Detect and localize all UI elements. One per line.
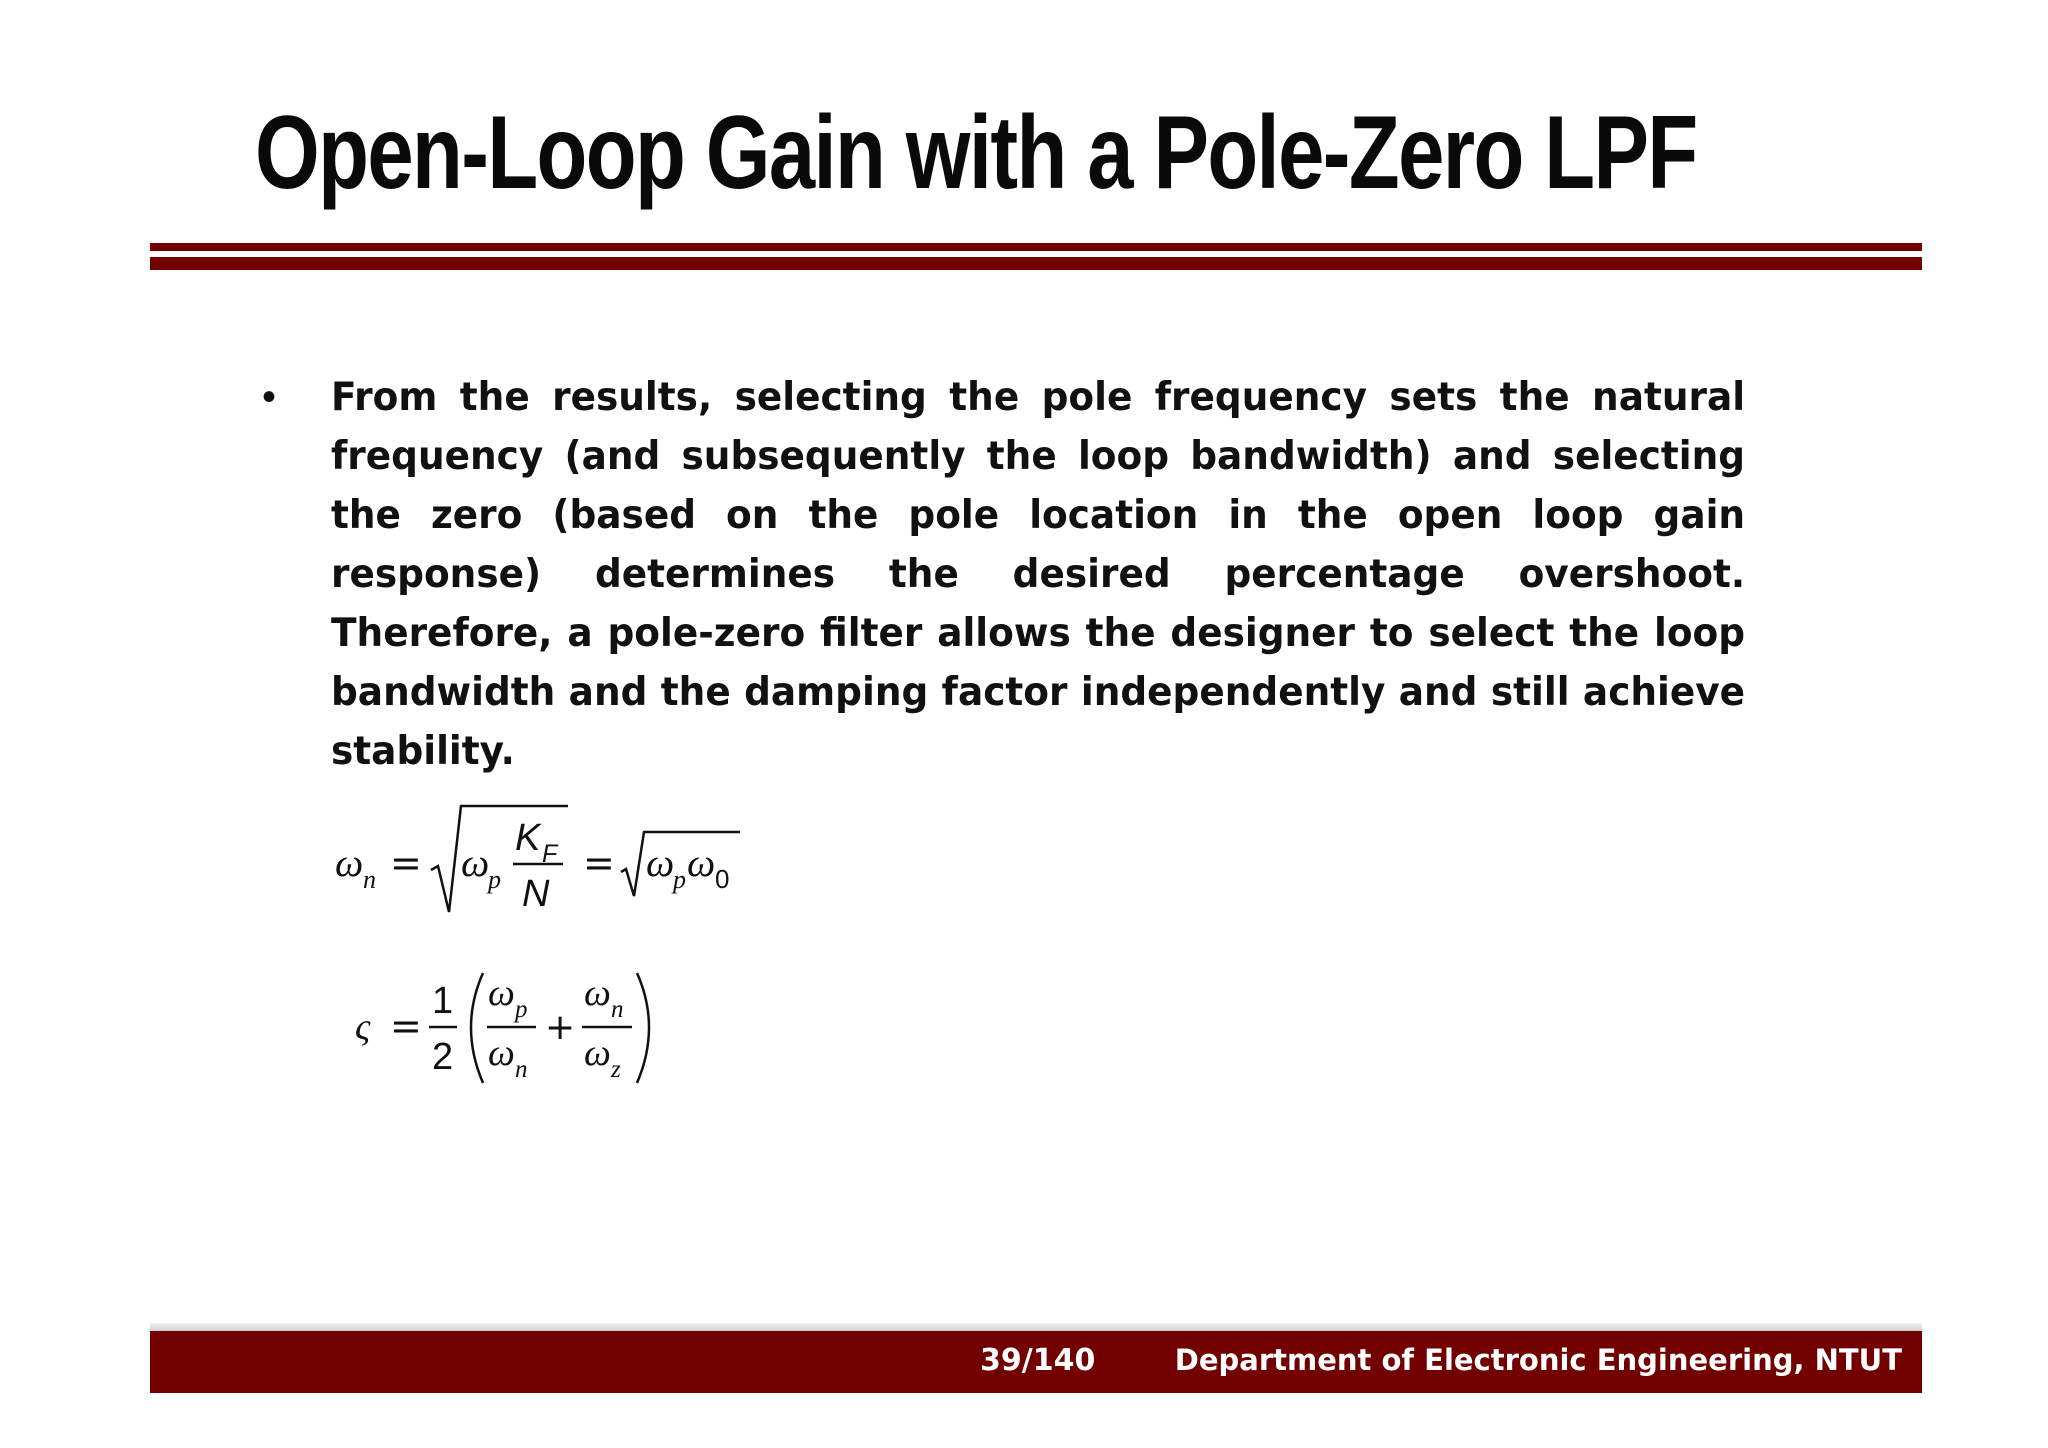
eq1-N: N [522, 873, 550, 915]
eq1-equals-2: = [583, 841, 615, 885]
eq1-omega-p-2: ω [646, 840, 675, 885]
eq1-sub-F: F [542, 840, 558, 868]
bullet-text: From the results, selecting the pole frequency sets the natural frequency (and subsequently the loop bandwidth) and selecting the zero (based on the pole location in the open loop gain response) determines the desired percentage overshoot. Therefore, a pole-zero filter allows the designer to select the loop bandwidth and the damping factor independently and still achieve stability. [331, 375, 1746, 774]
eq1-sub-p: p [488, 865, 501, 894]
equation-natural-frequency-svg [335, 800, 775, 930]
eq2-right-paren [637, 973, 649, 1083]
eq1-omega-p: ω [461, 840, 490, 885]
eq1-sub-p-2: p [673, 865, 686, 894]
footer-shadow [150, 1323, 1922, 1331]
title-rule-thin [150, 243, 1922, 251]
page-number: 39/140 [980, 1343, 1096, 1378]
eq1-K: K [515, 817, 541, 859]
eq2-sub-p: p [515, 996, 528, 1023]
eq2-zeta: ς [355, 1006, 371, 1048]
eq2-one: 1 [432, 980, 454, 1022]
eq1-omega-0: ω [687, 840, 716, 885]
eq1-sub-n: n [363, 865, 376, 894]
eq2-left-paren [471, 973, 483, 1083]
eq2-omega-n-2: ω [584, 972, 611, 1014]
eq2-two: 2 [432, 1036, 454, 1078]
equation-damping-factor-svg [355, 965, 695, 1105]
slide-title: Open-Loop Gain with a Pole-Zero LPF [255, 95, 1697, 211]
eq1-equals-1: = [390, 841, 422, 885]
eq1-sub-0: 0 [715, 864, 730, 894]
eq2-sub-z: z [611, 1056, 621, 1083]
equation-natural-frequency [335, 800, 775, 930]
eq2-omega-n: ω [488, 1032, 515, 1074]
eq2-omega-p: ω [488, 972, 515, 1014]
bullet-marker: • [262, 375, 277, 419]
title-rule-thick [150, 257, 1922, 270]
department-name: Department of Electronic Engineering, NTUT [1174, 1343, 1902, 1377]
eq2-sub-n-2: n [611, 996, 624, 1023]
equation-damping-factor [355, 965, 695, 1105]
eq2-equals: = [390, 1004, 422, 1048]
footer-bar [150, 1331, 1922, 1393]
eq2-omega-z: ω [584, 1032, 611, 1074]
eq2-sub-n: n [515, 1056, 528, 1083]
eq2-plus: + [545, 1007, 576, 1048]
eq1-omega-n: ω [335, 840, 364, 885]
